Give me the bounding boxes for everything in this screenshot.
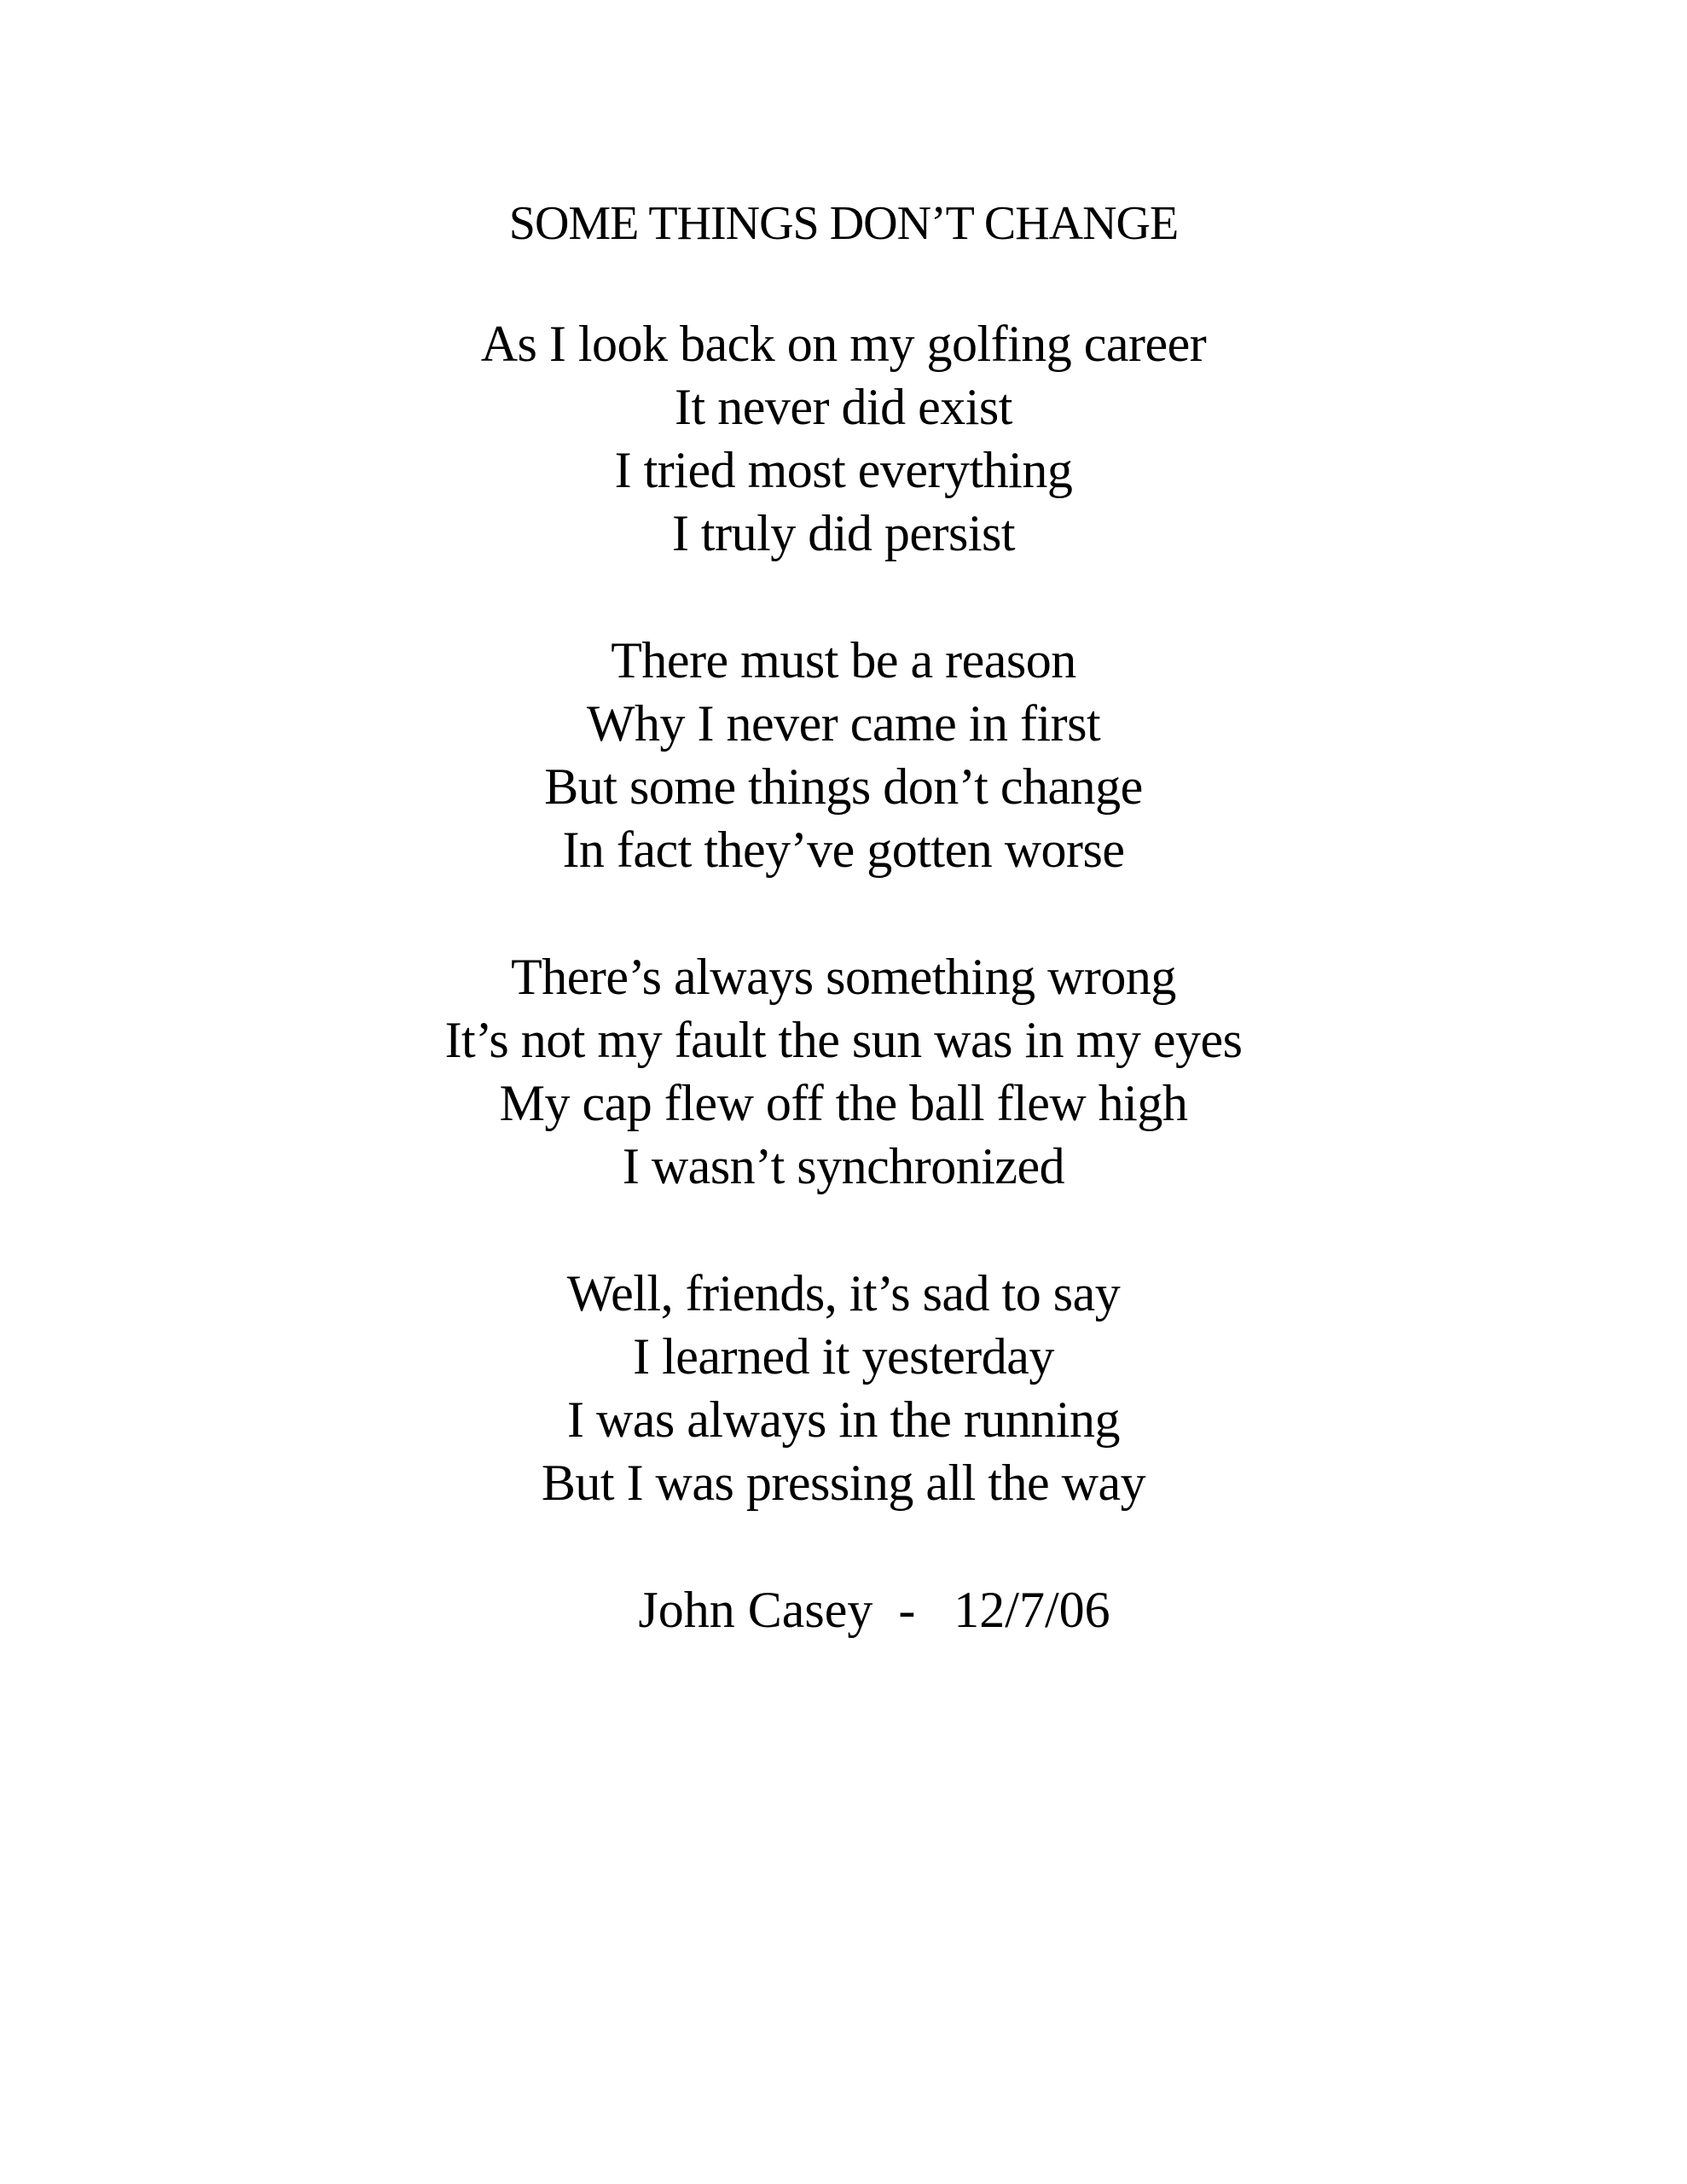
stanza-1 — [0, 312, 1687, 565]
poem-line: I truly did persist — [671, 505, 1016, 561]
poem-line: There’s always something wrong — [511, 949, 1176, 1005]
poem-line: My cap flew off the ball flew high — [499, 1075, 1188, 1131]
poem-line: It never did exist — [675, 379, 1012, 435]
poem-title: SOME THINGS DON’T CHANGE — [508, 197, 1179, 250]
poem-line: It’s not my fault the sun was in my eyes — [444, 1012, 1243, 1068]
poem-line: Well, friends, it’s sad to say — [566, 1265, 1121, 1321]
poem-line: But some things don’t change — [544, 758, 1143, 815]
poem-line: I tried most everything — [614, 442, 1073, 498]
poem-line: There must be a reason — [611, 632, 1076, 688]
poem-line: I wasn’t synchronized — [622, 1138, 1065, 1194]
poem-line: In fact they’ve gotten worse — [562, 822, 1125, 878]
poem — [0, 193, 1687, 1641]
poem-line: Why I never came in first — [586, 695, 1101, 752]
stanza-2 — [0, 629, 1687, 881]
author-signature: John Casey - 12/7/06 — [638, 1582, 1110, 1638]
poem-line: But I was pressing all the way — [541, 1455, 1146, 1511]
poem-line: As I look back on my golfing career — [480, 316, 1207, 372]
stanza-3 — [0, 945, 1687, 1198]
poem-line: I learned it yesterday — [633, 1328, 1054, 1385]
stanza-4 — [0, 1262, 1687, 1514]
poem-line: I was always in the running — [566, 1391, 1121, 1448]
